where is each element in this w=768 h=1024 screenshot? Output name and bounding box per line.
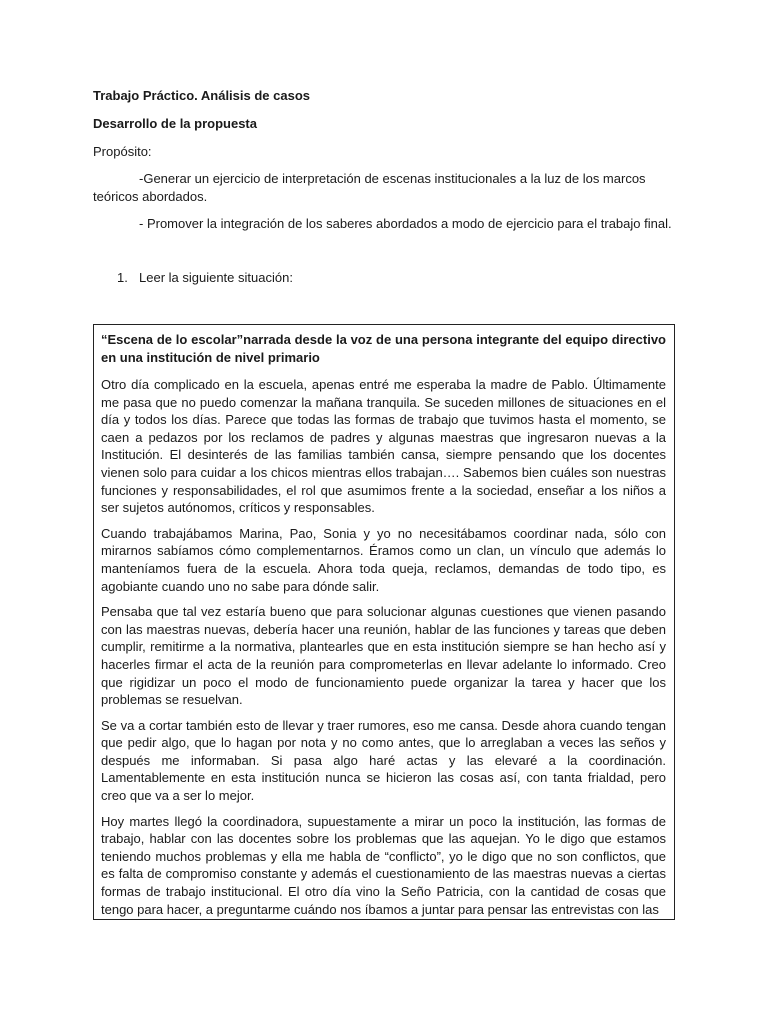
scene-paragraph: Hoy martes llegó la coordinadora, supuestamente a mirar un poco la institución, las formas de trabajo, hablar con las docentes sobre los problemas que las aquejan. Yo le digo que estamos teniendo muchos problemas y ella me habla de “conflicto”, yo le digo que no son conflictos, que es falta de compromiso constante y además el cuestionamiento de las maestras nuevas a ciertas formas de trabajo institucional. El otro día vino la Seño Patricia, con la cantidad de cosas que tengo para hacer, a preguntarme cuándo nos íbamos a juntar para pensar las entrevistas con las [101, 813, 666, 917]
document-subtitle: Desarrollo de la propuesta [93, 116, 257, 131]
purpose-label: Propósito: [93, 144, 152, 159]
scene-box [93, 324, 675, 920]
scene-title: “Escena de lo escolar”narrada desde la voz de una persona integrante del equipo directivo en una institución de nivel primario [101, 332, 666, 365]
step-text: Leer la siguiente situación: [139, 270, 293, 285]
purpose-item: - Promover la integración de los saberes abordados a modo de ejercicio para el trabajo final. [139, 216, 672, 231]
document-title: Trabajo Práctico. Análisis de casos [93, 88, 311, 103]
scene-paragraph: Cuando trabajábamos Marina, Pao, Sonia y yo no necesitábamos coordinar nada, sólo con mirarnos sabíamos cómo complementarnos. Éramos como un clan, un vínculo que además lo manteníamos fuera de la escuela. Ahora toda queja, reclamos, demandas de todo tipo, es agobiante cuando uno no sabe para dónde salir. [101, 525, 666, 594]
scene-paragraph: Otro día complicado en la escuela, apenas entré me esperaba la madre de Pablo. Últimamente me pasa que no puedo comenzar la mañana tranquila. Se suceden millones de situaciones en el día y todos los días. Parece que todas las formas de trabajo que tuvimos hasta el momento, se caen a pedazos por los reclamos de padres y algunas maestras que ingresaron nuevas a la Institución. El desinterés de las familias también cansa, siempre pensando que los docentes vienen solo para cuidar a los chicos mientras ellos trabajan…. Sabemos bien cuáles son nuestras funciones y responsabilidades, el rol que asumimos frente a la sociedad, enseñar a los niños a ser sujetos autónomos, críticos y responsables. [101, 377, 666, 516]
scene-paragraph: Pensaba que tal vez estaría bueno que para solucionar algunas cuestiones que vienen pasando con las maestras nuevas, debería hacer una reunión, hablar de las funciones y tareas que deben cumplir, remitirme a la normativa, plantearles que en esta institución siempre se han hecho así y hacerles firmar el acta de la reunión para comprometerlas en llevar adelante lo informado. Creo que rigidizar un poco el modo de funcionamiento puede organizar la tarea y hacer que los problemas se resuelvan. [101, 604, 666, 708]
step-number: 1. [117, 270, 128, 285]
instruction-step [117, 270, 293, 285]
scene-paragraph: Se va a cortar también esto de llevar y traer rumores, eso me cansa. Desde ahora cuando tengan que pedir algo, que lo hagan por nota y no como antes, que lo arreglaban a veces las seños y después me informaban. Si pasa algo haré actas y las elevaré a la coordinación. Lamentablemente en esta institución nunca se hicieron las cosas así, con tanta frialdad, pero creo que va a ser lo mejor. [101, 717, 666, 804]
purpose-item: -Generar un ejercicio de interpretación de escenas institucionales a la luz de los marcos teóricos abordados. [93, 171, 646, 204]
